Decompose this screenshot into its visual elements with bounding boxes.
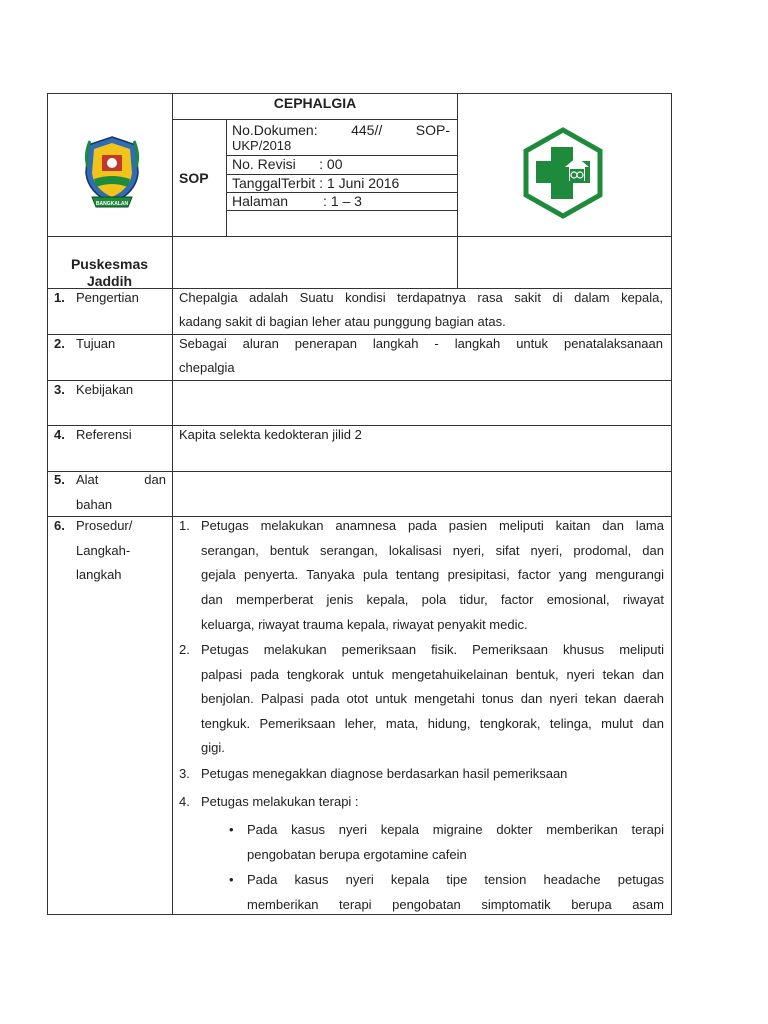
row-label-part: bahan [76, 497, 113, 512]
doc-number-continued: UKP/2018 [232, 138, 292, 153]
svg-text:BANGKALAN: BANGKALAN [95, 201, 129, 207]
row-text: chepalgia [179, 360, 235, 375]
row-number: 2. [54, 336, 65, 351]
row-label: Langkah- [76, 543, 131, 558]
row-label-part: dan [144, 472, 166, 487]
row-label: Pengertian [76, 290, 139, 305]
procedure-step-line: Petugas melakukan anamnesa pada pasien meliputi kaitan dan lama [201, 518, 664, 533]
row-number: 5. [54, 472, 65, 487]
procedure-step-line: Petugas melakukan terapi : [201, 794, 359, 809]
revision-field: No. Revisi : 00 [232, 156, 343, 172]
row-label: Prosedur/ [76, 518, 133, 533]
puskesmas-name-1: Puskesmas [70, 256, 149, 272]
table-right-border [671, 93, 672, 915]
row-text: Sebagai aluran penerapan langkah - langkah untuk penatalaksanaan [179, 336, 663, 351]
procedure-step-number: 4. [179, 794, 190, 809]
procedure-step-line: benjolan. Palpasi pada otot untuk mengetahi tonus dan nyeri tekan daerah [201, 691, 664, 706]
row-number: 3. [54, 382, 65, 397]
procedure-step-line: serangan, bentuk serangan, lokalisasi nyeri, sifat nyeri, prodomal, dan [201, 543, 664, 558]
publish-date-field: TanggalTerbit : 1 Juni 2016 [232, 175, 400, 191]
procedure-step-line: tengkuk. Pemeriksaan leher, mata, hidung, tengkorak, telinga, mulut dan [201, 716, 664, 731]
sop-divider [226, 119, 227, 236]
bullet-line: pengobatan berupa ergotamine cafein [247, 847, 467, 862]
row-label: Kebijakan [76, 382, 134, 397]
doc-number-label: No.Dokumen: [232, 122, 318, 138]
row-text: kadang sakit di bagian leher atau punggung bagian atas. [179, 314, 506, 329]
procedure-step-line: gejala penyerta. Tanyaka pula tentang presipitasi, factor yang mengurangi [201, 567, 664, 582]
doc-number-value: 445// [351, 122, 383, 138]
bullet-line: Pada kasus nyeri kepala tipe tension headache petugas [247, 872, 664, 887]
sop-label: SOP [179, 170, 209, 186]
bullet-icon: • [229, 822, 234, 837]
row-label: Referensi [76, 427, 132, 442]
bullet-line: Pada kasus nyeri kepala migraine dokter memberikan terapi [247, 822, 664, 837]
page-field: Halaman : 1 – 3 [232, 193, 362, 209]
procedure-step-line: Petugas melakukan pemeriksaan fisik. Pemeriksaan khusus meliputi [201, 642, 664, 657]
procedure-step-line: dan memperberat jenis kepala, pola tidur, factor emosional, riwayat [201, 592, 664, 607]
header-mid-line [47, 236, 672, 237]
bullet-icon: • [229, 872, 234, 887]
title-underline [172, 119, 458, 120]
doc-number-line [232, 122, 450, 138]
row-text: Kapita selekta kedokteran jilid 2 [179, 427, 362, 442]
bangkalan-emblem-icon [80, 133, 144, 209]
procedure-step-number: 1. [179, 518, 190, 533]
procedure-step-line: gigi. [201, 740, 225, 755]
doc-number-suffix: SOP- [415, 122, 450, 138]
row-number: 4. [54, 427, 65, 442]
row-label [76, 468, 166, 492]
table-outer-top [47, 93, 672, 94]
table-left-border [47, 93, 48, 915]
procedure-step-line: palpasi pada tengkorak untuk mengetahuikelainan bentuk, nyeri tekan dan [201, 667, 664, 682]
row-text: Chepalgia adalah Suatu kondisi terdapatnya rasa sakit di dalam kepala, [179, 290, 663, 305]
procedure-step-line: Petugas menegakkan diagnose berdasarkan hasil pemeriksaan [201, 766, 568, 781]
row-line-2 [47, 380, 672, 381]
body-col-number [172, 288, 173, 915]
row-label-part: Alat [76, 472, 99, 487]
bullet-line: memberikan terapi pengobatan simptomatik berupa asam [247, 897, 664, 912]
puskesmas-cross-logo-icon [523, 127, 603, 219]
puskesmas-name-2: Jaddih [86, 273, 133, 289]
row-label: langkah [76, 567, 122, 582]
row-number: 1. [54, 290, 65, 305]
procedure-step-line: keluarga, riwayat trauma kepala, riwayat penyakit medic. [201, 617, 528, 632]
row-number: 6. [54, 518, 65, 533]
header-col-left [172, 93, 173, 288]
procedure-step-number: 2. [179, 642, 190, 657]
row-label: Tujuan [76, 336, 116, 351]
doc-row-line-4 [226, 210, 458, 211]
procedure-step-number: 3. [179, 766, 190, 781]
header-col-right [457, 93, 458, 288]
document-title: CEPHALGIA [273, 95, 357, 111]
